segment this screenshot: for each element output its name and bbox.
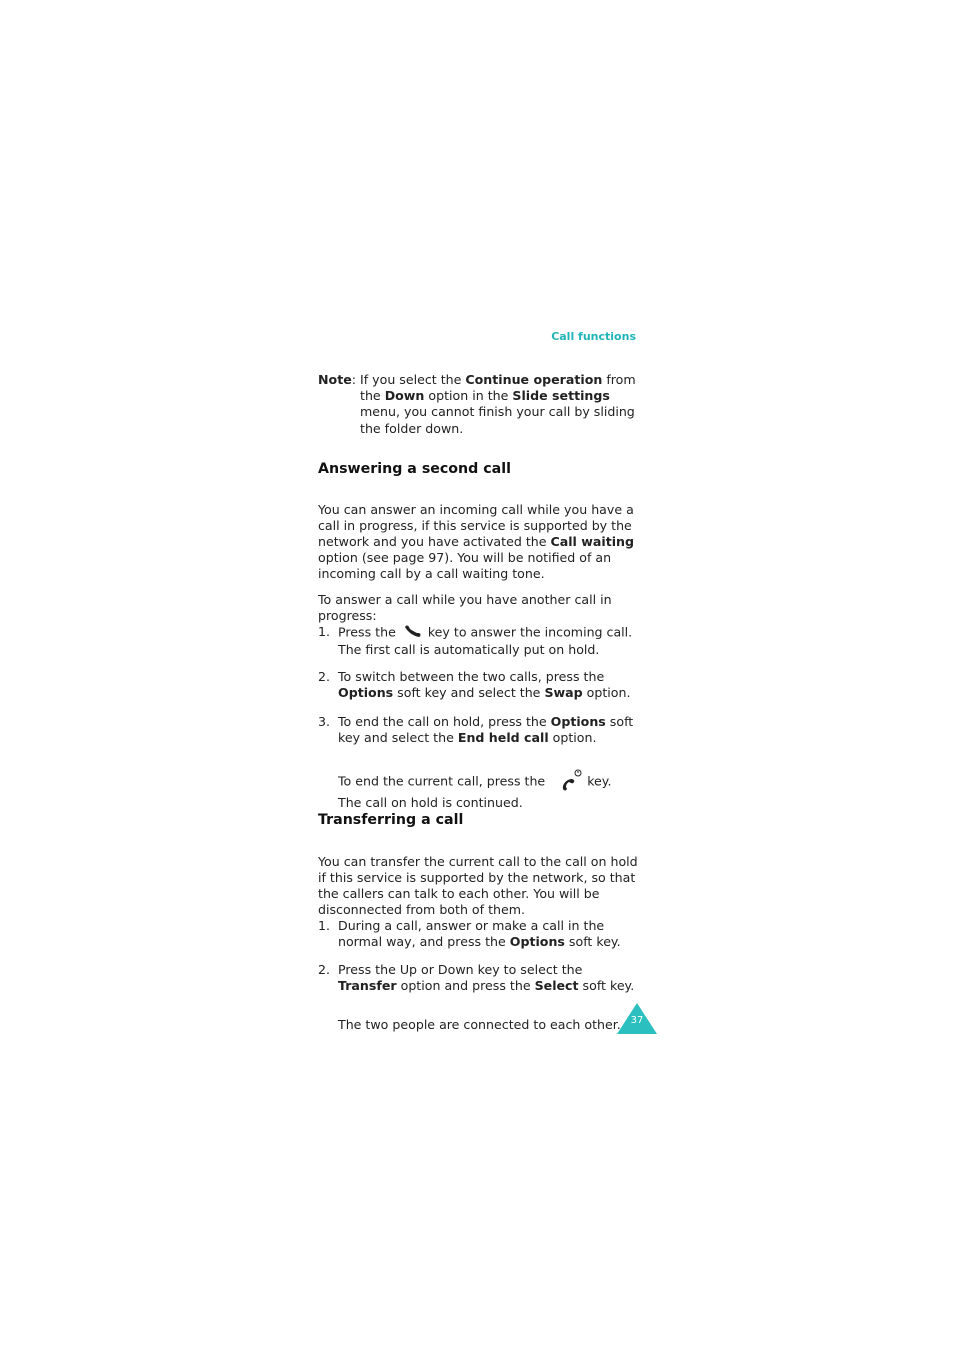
answering-step-3 [318, 714, 638, 746]
ans-s1-text-1: Press the [338, 624, 400, 640]
ans-s3b-text-2: key. The call on hold is continued. [338, 773, 612, 810]
ans-s2-bold-1: Options [338, 685, 394, 701]
ans-s2-text-1: To switch between the two calls, press the [338, 669, 605, 684]
ans-s3b-text-1: To end the current call, press the [338, 773, 550, 789]
ans-s3-text-1: To end the call on hold, press the [338, 714, 551, 729]
tr-s1-bold-1: Options [509, 934, 565, 950]
note-text-1: If you select the [360, 372, 466, 387]
answering-step-3-followup [338, 769, 638, 811]
step-number: 2. [318, 669, 331, 684]
transferring-step-2 [318, 962, 638, 994]
ans-s2-bold-2: Swap [544, 685, 583, 701]
note-text-4: menu, you cannot finish your call by sliding the folder down. [360, 404, 635, 436]
page-number: 37 [630, 1015, 644, 1026]
ans-s2-text-2: soft key and select the [393, 685, 545, 701]
ans-s3-bold-1: Options [550, 714, 606, 729]
ans-p1-text-2: option (see page 97). You will be notified of an incoming call by a call waiting tone. [318, 550, 612, 582]
answering-step-2 [318, 669, 638, 701]
ans-s3-bold-2: End held call [457, 730, 549, 746]
step-number: 1. [318, 918, 331, 933]
step-number: 2. [318, 962, 331, 977]
phone-end-icon [549, 769, 583, 795]
ans-p1-text-1: You can answer an incoming call while you have a call in progress, if this service is supported by the network and you have activated the [318, 501, 634, 549]
ans-p1-bold-1: Call waiting [550, 534, 635, 549]
note-bold-3: Slide settings [512, 388, 610, 404]
transferring-step-2-followup: The two people are connected to each other. [338, 1016, 621, 1032]
note-block [318, 372, 638, 437]
note-text-2: from the [360, 372, 636, 404]
heading-answering-second-call: Answering a second call [318, 461, 511, 477]
answering-paragraph-2: To answer a call while you have another call in progress: [318, 591, 612, 623]
step-number: 3. [318, 714, 331, 729]
tr-s2-text-2: option and press the [396, 978, 535, 994]
tr-s2-bold-1: Transfer [338, 978, 397, 994]
note-text-3: option in the [424, 388, 513, 404]
note-bold-2: Down [384, 388, 425, 404]
transferring-paragraph-1: You can transfer the current call to the call on hold if this service is supported by the network, so that the callers can talk to each other. You will be disconnected from both of them. [318, 853, 638, 918]
answering-step-1 [318, 624, 638, 658]
answering-paragraph-1 [318, 502, 638, 583]
tr-s1-text-2: soft key. [564, 934, 621, 950]
note-bold-1: Continue operation [465, 372, 603, 387]
tr-s2-text-1: Press the Up or Down key to select the [338, 962, 583, 977]
section-header: Call functions [551, 330, 636, 343]
tr-s2-bold-2: Select [534, 978, 579, 994]
ans-s3-text-2: soft key and select the [338, 714, 634, 746]
transferring-step-1 [318, 918, 638, 950]
ans-s1-text-2: key to answer the incoming call. The first call is automatically put on hold. [338, 624, 633, 658]
step-number: 1. [318, 624, 331, 639]
tr-s1-text-1: During a call, answer or make a call in the normal way, and press the [338, 918, 605, 950]
phone-send-icon [400, 624, 424, 642]
note-label: Note [318, 372, 352, 387]
note-separator: : [351, 372, 361, 387]
tr-s2-text-3: soft key. [578, 978, 635, 994]
ans-s2-text-3: option. [582, 685, 631, 701]
ans-s3-text-3: option. [548, 730, 597, 746]
heading-transferring-call: Transferring a call [318, 812, 464, 828]
note-text [360, 372, 638, 437]
